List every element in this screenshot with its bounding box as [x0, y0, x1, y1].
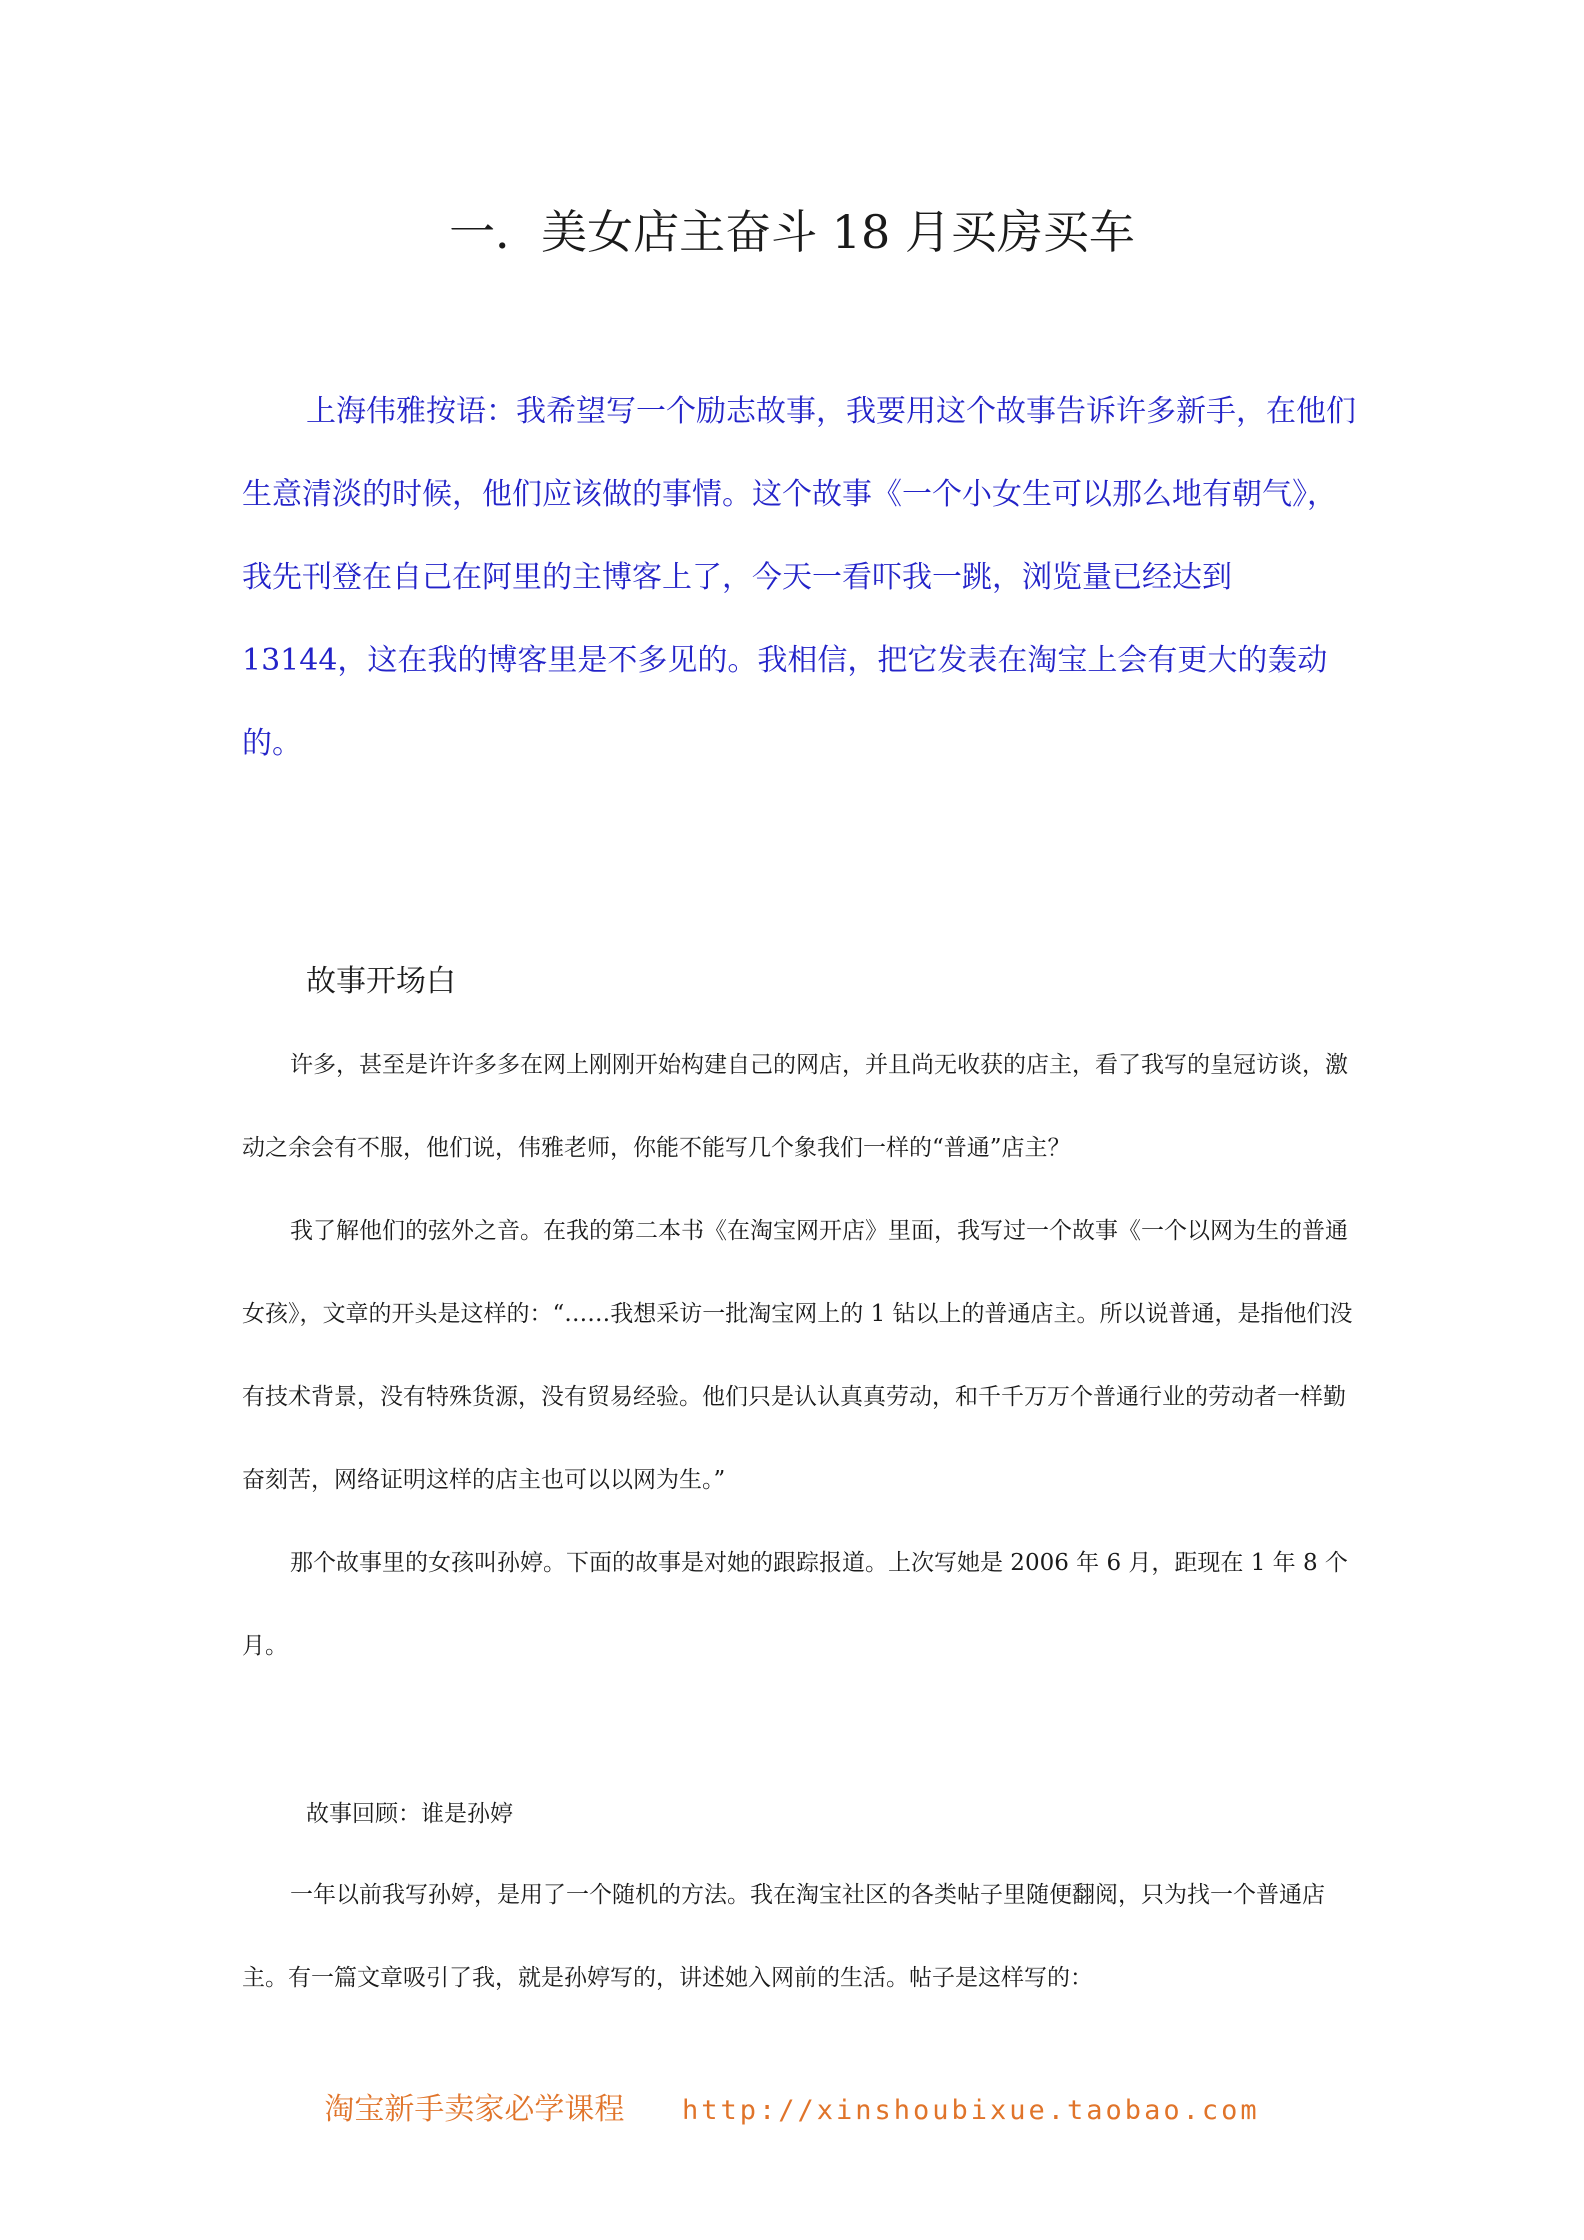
section-heading-opening: 故事开场白 — [306, 964, 456, 999]
body-paragraph: 我了解他们的弦外之音。在我的第二本书《在淘宝网开店》里面，我写过一个故事《一个以网为生的普通女孩》，文章的开头是这样的：“……我想采访一批淘宝网上的 1 钻以上的普通店主。所以说普通，是指他们没有技术背景，没有特殊货源，没有贸易经验。他们只是认认真真劳动，和千千万万个普通行业的劳动者一样勤奋刻苦，网络证明这样的店主也可以以网为生。” — [242, 1218, 1353, 1493]
footer-url-link[interactable]: http://xinshoubixue.taobao.com — [681, 2095, 1260, 2126]
page-title: 一．美女店主奋斗 18 月买房买车 — [449, 205, 1135, 259]
body-paragraph: 那个故事里的女孩叫孙婷。下面的故事是对她的跟踪报道。上次写她是 2006 年 6 月，距现在 1 年 8 个月。 — [242, 1550, 1348, 1659]
footer-course-label: 淘宝新手卖家必学课程 — [324, 2092, 625, 2127]
body-paragraph: 一年以前我写孙婷，是用了一个随机的方法。我在淘宝社区的各类帖子里随便翻阅，只为找一个普通店主。有一篇文章吸引了我，就是孙婷写的，讲述她入网前的生活。帖子是这样写的： — [242, 1882, 1325, 1991]
footer — [0, 2090, 1584, 2131]
section-heading-review: 故事回顾：谁是孙婷 — [306, 1801, 513, 1827]
editor-note-paragraph: 上海伟雅按语：我希望写一个励志故事，我要用这个故事告诉许多新手，在他们生意清淡的时候，他们应该做的事情。这个故事《一个小女生可以那么地有朝气》，我先刊登在自己在阿里的主博客上了，今天一看吓我一跳，浏览量已经达到 13144，这在我的博客里是不多见的。我相信，把它发表在淘宝上会有更大的轰动的。 — [242, 394, 1356, 761]
body-paragraph: 许多，甚至是许许多多在网上刚刚开始构建自己的网店，并且尚无收获的店主，看了我写的皇冠访谈，激动之余会有不服，他们说，伟雅老师，你能不能写几个象我们一样的“普通”店主？ — [242, 1052, 1348, 1161]
